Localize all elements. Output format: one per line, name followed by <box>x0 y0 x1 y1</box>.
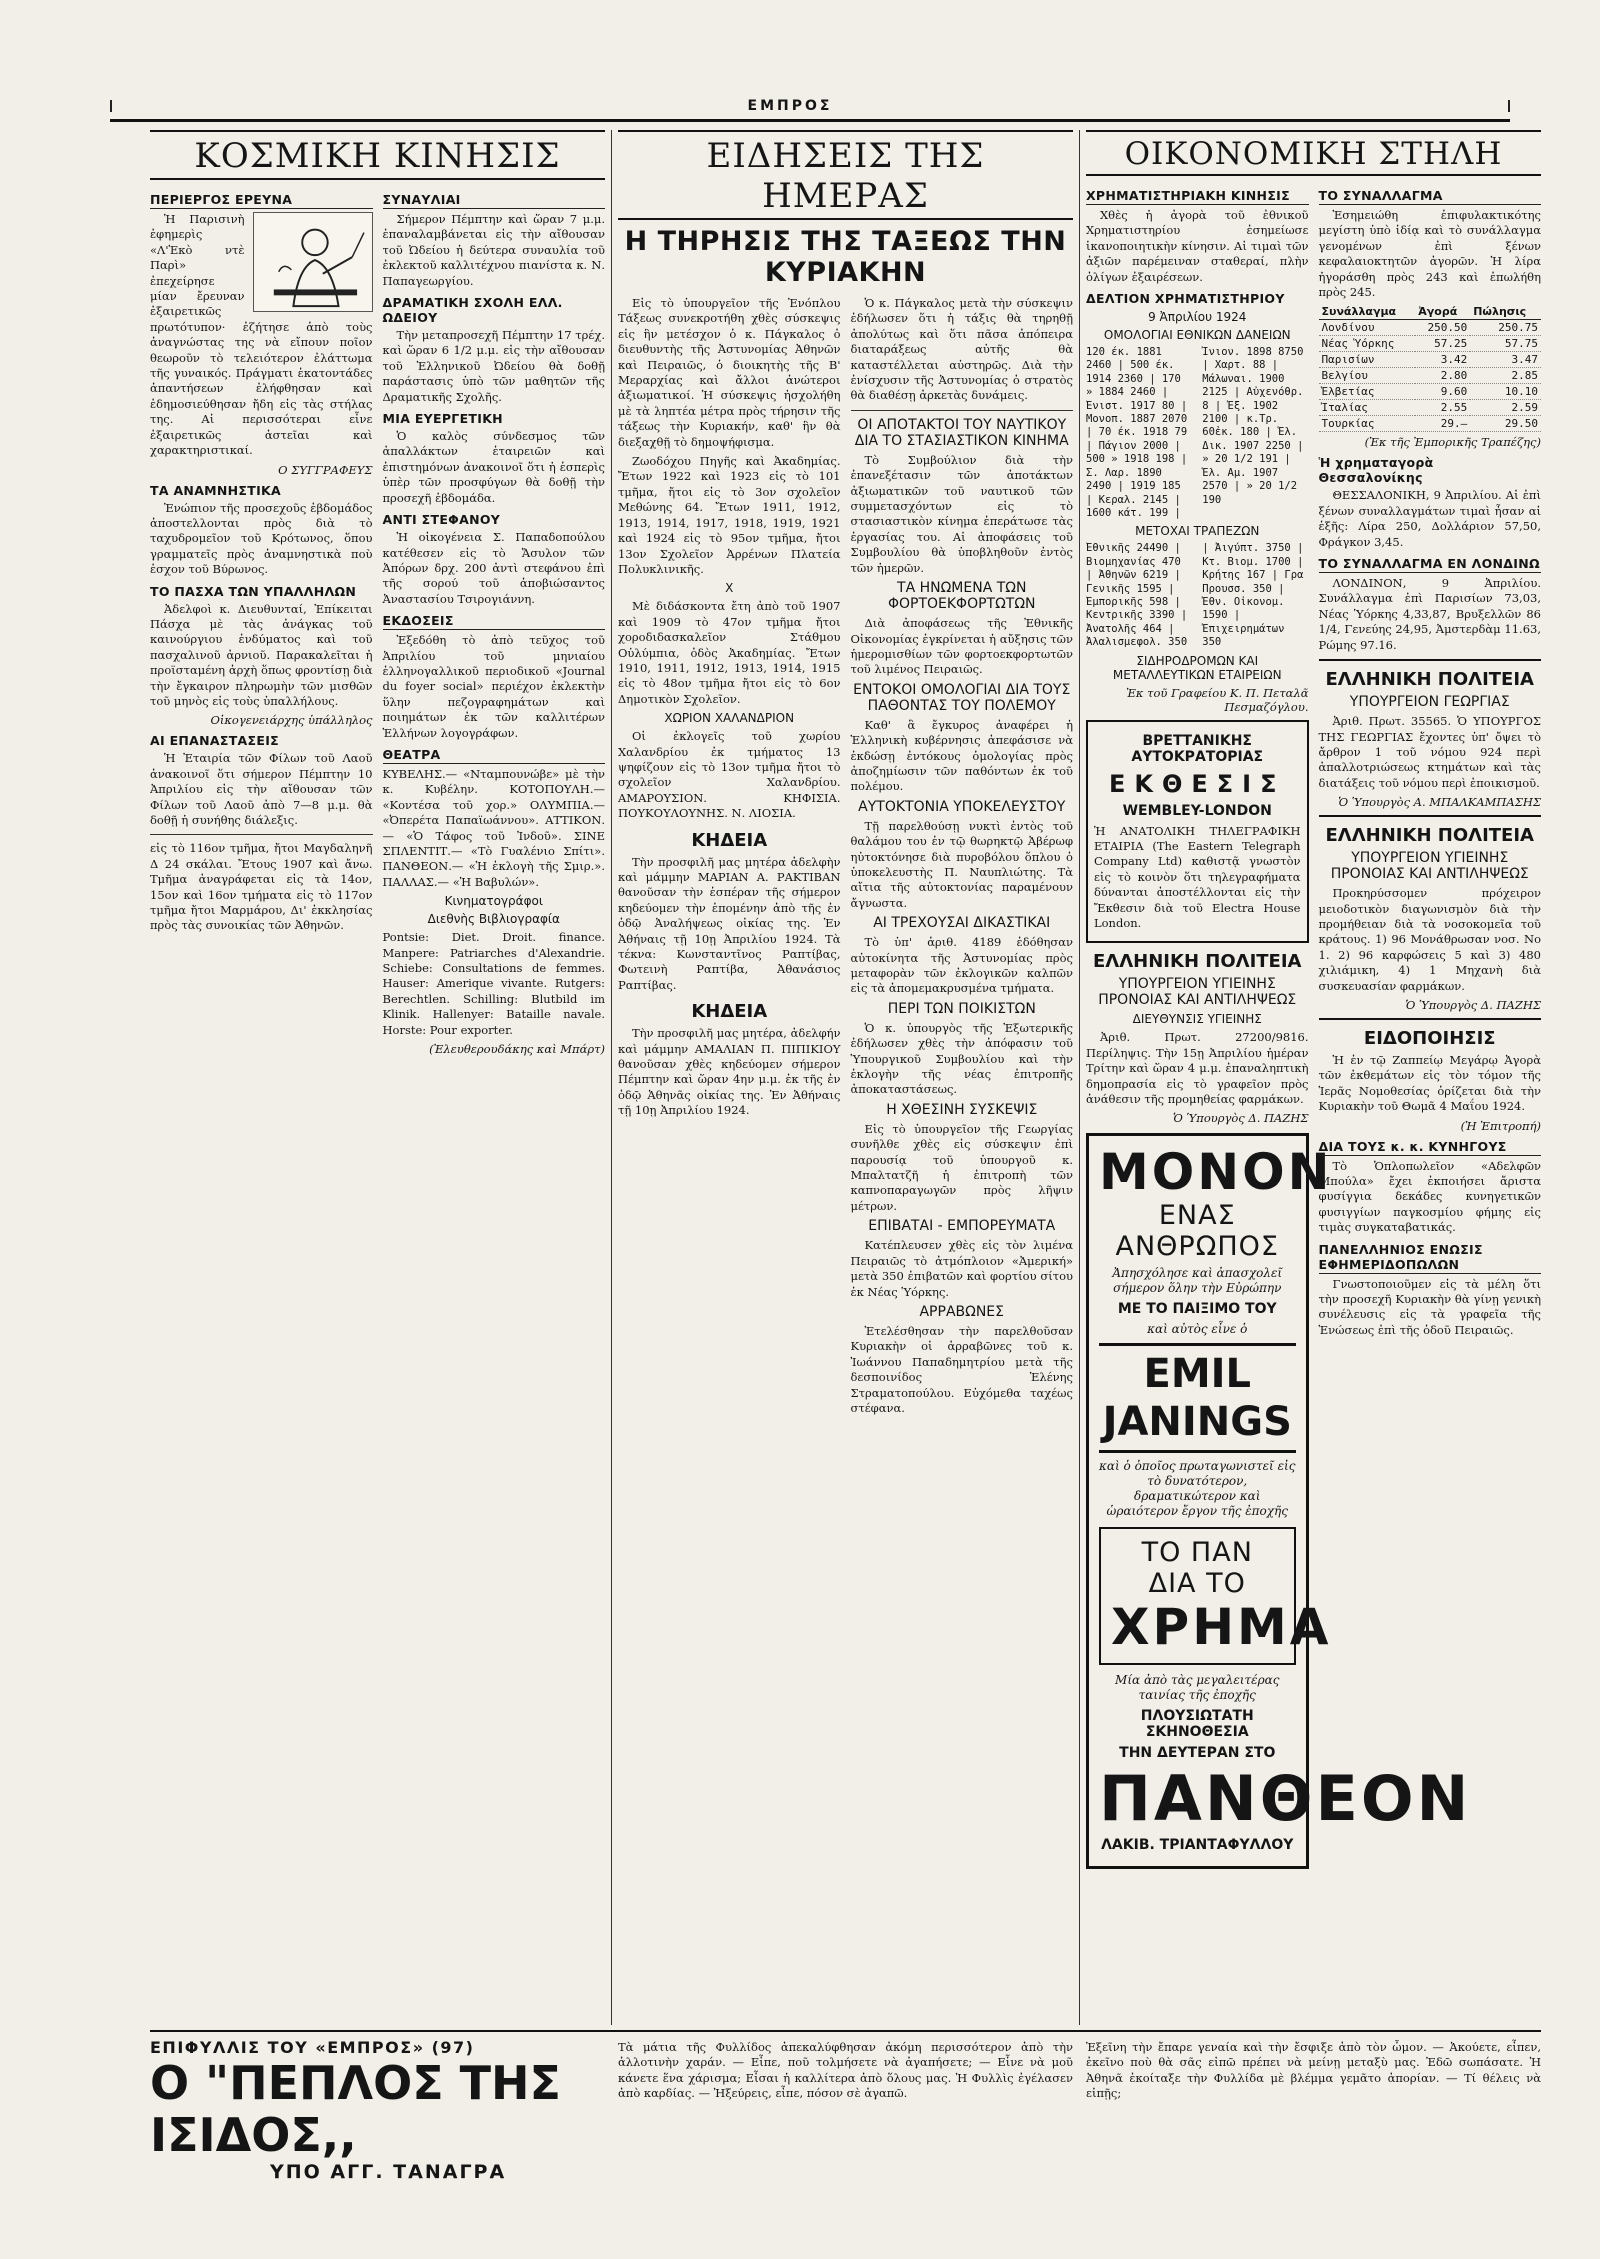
exchange-heading: ΧΡΗΜΑΤΙΣΤΗΡΙΑΚΗ ΚΙΝΗΣΙΣ <box>1086 188 1309 205</box>
agri-notice-sign: Ὁ Ὑπουργὸς Α. ΜΠΑΛΚΑΜΠΑΣΗΣ <box>1338 795 1541 810</box>
serial-story <box>150 2030 1541 2235</box>
marriages-text: Ἐνώπιον τῆς προσεχοῦς ἑβδομάδος ἀποστελλονται πρὸς διὰ τὸ ταχυδρομεῖον τοῦ Κρότωνος, ὅπου γραμματεῖς πρὸς ἀναμνηστικὰ ποὺ ἐσχον τοῦ Βύρωνος. <box>150 500 373 577</box>
table-cell: Παρισίων <box>1319 352 1416 368</box>
table-cell: 10.10 <box>1470 384 1541 400</box>
table-cell: Ἑλβετίας <box>1319 384 1416 400</box>
table-cell: 2.55 <box>1415 400 1470 416</box>
table-row <box>1319 400 1542 416</box>
health-tender-heading: ΕΛΛΗΝΙΚΗ ΠΟΛΙΤΕΙΑ <box>1325 825 1534 847</box>
table-row <box>1319 352 1542 368</box>
table-row <box>1319 416 1542 432</box>
cinema-ad-line9: ΤΗΝ ΔΕΥΤΕΡΑΝ ΣΤΟ <box>1119 1745 1276 1762</box>
table-cell: Ἰταλίας <box>1319 400 1416 416</box>
newspaper-name: ΕΜΠΡΟΣ <box>710 98 870 114</box>
column-divider <box>611 130 612 2025</box>
table-row <box>1319 336 1542 352</box>
section-title-social: ΚΟΣΜΙΚΗ ΚΙΝΗΣΙΣ <box>150 130 605 180</box>
ministry-headline: ΠΕΡΙ ΤΩΝ ΠΟΙΚΙΣΤΩΝ <box>887 1000 1036 1017</box>
cinema-ad-line4: ΜΕ ΤΟ ΠΑΙΞΙΜΟ ΤΟΥ <box>1117 1301 1277 1318</box>
war-bonds-text: Καθ' ἃ ἔγκυρος ἀναφέρει ἡ Ἑλληνικὴ κυβέρνησις ἀπεφάσισε νὰ ἐκδώσῃ ἐντόκους ὁμολογίας πρὸς ἀποζημίωσιν τῶν παθόντων ἐκ τοῦ πολέμου. <box>850 717 1073 794</box>
section-title-news: ΕΙΔΗΣΕΙΣ ΤΗΣ ΗΜΕΡΑΣ <box>618 130 1073 220</box>
table-cell: 3.42 <box>1415 352 1470 368</box>
masthead <box>110 100 1510 122</box>
writer-illustration <box>253 212 373 312</box>
news-subcolumn-right <box>851 296 1074 1420</box>
table-cell: 250.75 <box>1470 320 1541 336</box>
table-cell: 29.50 <box>1470 416 1541 432</box>
health-notice-sign: Ὁ Ὑπουργὸς Δ. ΠΑΖΗΣ <box>1172 1111 1309 1126</box>
exhibition-title: ΕΚΘΕΣΙΣ <box>1108 769 1286 798</box>
drama-school-text: Τὴν μεταπροσεχῆ Πέμπτην 17 τρέχ. καὶ ὥραν 6 1/2 μ.μ. εἰς τὴν αἴθουσαν τοῦ Ἑλληνικοῦ Ὠδείου θὰ δοθῇ παράστασις ὑπὸ τῶν μαθητῶν τῆς Δραματικῆς Σχολῆς. <box>382 328 605 404</box>
wreath-text: Ἡ οἰκογένεια Σ. Παπαδοπούλου κατέθεσεν εἰς τὸ Ἄσυλον τῶν Ἀπόρων δρχ. 200 ἀντὶ στεφάνου ἐπὶ τῆς σορού τοῦ ἀποβιώσαντος Ἀναστασίου Τσιρογιάννη. <box>382 530 605 606</box>
table-cell: 29.— <box>1415 416 1470 432</box>
lower-text: εἰς τὸ 116ον τμῆμα, ἤτοι Μαγδαληνῆ Δ 24 σκάλαι. Ἔτους 1907 καὶ ἄνω. Τμῆμα ἀναγράφεται εἰς τὰ 14ον, 15ον καὶ 16ον τμήματα εἰς τὸ 117ον τμῆμα ἤτοι Μαρμάρου, Δι' ἐκκλησίας πρὸς τὰς συνοικίας τῶν Ἀθηνῶν. <box>150 841 373 933</box>
cinema-ad-film2: ΔΙΑ ΤΟ <box>1148 1568 1246 1600</box>
publications-text: Ἐξεδόθη τὸ ἀπὸ τεῦχος τοῦ Ἀπριλίου τοῦ μηνιαίου ἑλληνογαλλικοῦ περιοδικοῦ «Journal du foyer social» περιέχον ἐκλεκτὴν ὕλην πεζογραφημάτων καὶ ποιημάτων ἐκ τῶν καλλιτέρων Ἑλλήνων λογογράφων. <box>382 633 605 740</box>
cinema-ad-line7: Μία ἀπὸ τὰς μεγαλειτέρας ταινίας τῆς ἐποχῆς <box>1115 1673 1280 1703</box>
agri-notice-text: Ἀριθ. Πρωτ. 35565. Ὁ ΥΠΟΥΡΓΟΣ ΤΗΣ ΓΕΩΡΓΙΑΣ ἔχοντες ὑπ' ὄψει τὸ ἄρθρον 1 τοῦ νόμου 924 περὶ ἀπαλλοτριώσεως κτημάτων καὶ τὰς διατάξεις τοῦ νόμου περὶ ἐποικισμοῦ. <box>1318 714 1541 790</box>
exhibition-place: WEMBLEY-LONDON <box>1122 802 1272 819</box>
cinema-ad-line6: καὶ ὁ ὁποῖος πρωταγωνιστεῖ εἰς τὸ δυνατότερον, δραματικώτερον καὶ ὡραιότερον ἔργον τῆς ἐποχῆς <box>1099 1459 1296 1519</box>
war-bonds-headline: ΕΝΤΟΚΟΙ ΟΜΟΛΟΓΙΑΙ ΔΙΑ ΤΟΥΣ ΠΑΘΟΝΤΑΣ ΤΟΥ ΠΟΛΕΜΟΥ <box>853 681 1071 714</box>
engagements-headline: ΑΡΡΑΒΩΝΕΣ <box>919 1303 1004 1320</box>
social-subcolumns <box>150 186 605 1062</box>
divider <box>150 834 373 835</box>
concerts-text: Σήμερον Πέμπτην καὶ ὥραν 7 μ.μ. ἐπαναλαμβάνεται εἰς τὴν αἴθουσαν τοῦ Ὠδείου ἡ δεύτερα συναυλία τοῦ ἐκλεκτοῦ καλλιτέχνου πιανίστα κ. Ν. Παπαγεωργίου. <box>382 212 605 288</box>
diary-heading: ΑΙ ΕΠΑΝΑΣΤΑΣΕΙΣ <box>150 733 279 749</box>
schools-text: Ζωοδόχου Πηγῆς καὶ Ἀκαδημίας. Ἔτων 1922 καὶ 1923 εἰς τὸ 101 τμῆμα, ἤτοι εἰς τὸ 3ον σχολεῖον Μεθώνης 64. Ἔτων 1911, 1912, 1913, 1914, 1917, 1918, 1919, 1921 καὶ 1924 εἰς τὸ 95ον τμῆμα, ἤτοι 13ον Σχολεῖον Ἀρρένων Πλατεία Πολυκλινικῆς. <box>618 454 841 576</box>
rates-heading: ΤΟ ΣΥΝΑΛΛΑΓΜΑ <box>1319 188 1542 205</box>
serial-title: Ο "ΠΕΠΛΟΣ ΤΗΣ ΙΣΙΔΟΣ,, <box>150 2056 561 2162</box>
press-union-heading: ΠΑΝΕΛΛΗΝΙΟΣ ΕΝΩΣΙΣ ΕΦΗΜΕΡΙΔΟΠΩΛΩΝ <box>1319 1242 1542 1274</box>
serial-author: ΥΠΟ ΑΓΓ. ΤΑΝΑΓΡΑ <box>270 2161 507 2183</box>
villages-heading: ΧΩΡΙΟΝ ΧΑΛΑΝΔΡΙΟΝ <box>664 711 795 726</box>
divider <box>1319 1018 1542 1020</box>
table-cell: Λονδίνου <box>1319 320 1416 336</box>
conference-headline: Η ΧΘΕΣΙΝΗ ΣΥΣΚΕΨΙΣ <box>886 1101 1038 1118</box>
column-social <box>150 130 605 2025</box>
economy-subcolumn-right <box>1319 182 1542 1877</box>
masthead-left-mark <box>110 100 122 112</box>
table-row <box>1319 384 1542 400</box>
lead-text-continued: Ὁ κ. Πάγκαλος μετὰ τὴν σύσκεψιν ἐδήλωσεν ὅτι ἡ τάξις θὰ τηρηθῇ ἀπολύτως καὶ ὅτι πᾶσα ἀπόπειρα διαταράξεως αὐτῆς θὰ καταστέλλεται αὐστηρῶς. Διὰ τὴν ἐνίσχυσιν τῆς Ἀστυνομίας ὁ στρατὸς θὰ διαθέσῃ ἀρκετὰς δυνάμεις. <box>850 296 1073 403</box>
banks-subheading: ΜΕΤΟΧΑΙ ΤΡΑΠΕΖΩΝ <box>1135 524 1260 539</box>
agri-notice-ministry: ΥΠΟΥΡΓΕΙΟΝ ΓΕΩΡΓΙΑΣ <box>1349 694 1510 711</box>
health-notice-text: Ἀριθ. Πρωτ. 27200/9816. Περίληψις. Τὴν 15ῃ Ἀπριλίου ἡμέραν Τρίτην καὶ ὥραν 4 μ.μ. ἐπαναληπτικὴ δημοπρασία εἰς τὸ γραφεῖον πρὸς ἀνάθεσιν τῆς προμηθείας φαρμάκων. <box>1086 1030 1309 1107</box>
marriages-heading: ΤΑ ΑΝΑΜΝΗΣΤΙΚΑ <box>150 482 282 498</box>
serial-header <box>150 2038 605 2183</box>
table-cell: 250.50 <box>1415 320 1470 336</box>
cinema-ad-line8: ΠΛΟΥΣΙΩΤΑΤΗ ΣΚΗΝΟΘΕΣΙΑ <box>1140 1708 1254 1741</box>
easter-text: Ἀδελφοὶ κ. Διευθυνταί, Ἐπίκειται Πάσχα μὲ τὰς ἀνάγκας τοῦ καινούργιου ἐνδύματος καὶ τοῦ πασχαλινοῦ ἀρνιοῦ. Παρακαλεῖται ἡ προϊσταμένη ἀρχὴ ὅπως φροντίσῃ διὰ τὴν ἔγκαιρον πληρωμὴν τῶν μισθῶν τοῦ μηνὸς εἰς τοὺς ὑπαλλήλους. <box>150 601 373 708</box>
table-header-row <box>1319 304 1542 320</box>
feature-heading: ΠΕΡΙΕΡΓΟΣ ΕΡΕΥΝΑ <box>150 192 373 209</box>
agri-notice-heading: ΕΛΛΗΝΙΚΗ ΠΟΛΙΤΕΙΑ <box>1325 669 1534 691</box>
table-cell: 2.80 <box>1415 368 1470 384</box>
exhibition-ad <box>1086 720 1309 944</box>
thessaloniki-text: ΘΕΣΣΑΛΟΝΙΚΗ, 9 Ἀπριλίου. Αἱ ἐπὶ ξένων συναλλαγμάτων τιμαὶ ἦσαν αἱ ἑξῆς: Λίρα 250, Δολλάριον 57,50, Φράγκον 3,45. <box>1318 488 1541 549</box>
thessaloniki-heading: Ἡ χρηματαγορὰ Θεσσαλονίκης <box>1318 455 1434 486</box>
cinema-ad-film1: ΤΟ ΠΑΝ <box>1141 1537 1253 1569</box>
divider <box>1319 815 1542 817</box>
cinemas-heading: Κινηματογράφοι <box>444 894 543 909</box>
table-cell: Τουρκίας <box>1319 416 1416 432</box>
bonds-subheading: ΟΜΟΛΟΓΙΑΙ ΕΘΝΙΚΩΝ ΔΑΝΕΙΩΝ <box>1103 328 1291 343</box>
freight-text: Διὰ ἀποφάσεως τῆς Ἐθνικῆς Οἰκονομίας ἐγκρίνεται ἡ αὔξησις τῶν ἡμερομισθίων τῶν φορτοεκφορτωτῶν τοῦ λιμένος Πειραιῶς. <box>850 616 1073 677</box>
serial-strap: ΕΠΙΦΥΛΛΙΣ ΤΟΥ «ΕΜΠΡΟΣ» (97) <box>150 2038 475 2057</box>
exchange-rates-table <box>1319 304 1542 432</box>
divider <box>851 410 1074 411</box>
table-header: Συνάλλαγμα <box>1319 304 1416 320</box>
table-row <box>1319 368 1542 384</box>
table-cell: 3.47 <box>1470 352 1541 368</box>
freight-headline: ΤΑ ΗΝΩΜΕΝΑ ΤΩΝ ΦΟΡΤΟΕΚΦΟΡΤΩΤΩΝ <box>887 580 1036 613</box>
charity-heading: ΜΙΑ ΕΥΕΡΓΕΤΙΚΗ <box>382 411 503 427</box>
cinema-ad-star: EMIL JANINGS <box>1099 1343 1296 1453</box>
cinema-ad-film3: ΧΡΗΜΑ <box>1111 1598 1332 1657</box>
easter-sign: Οἰκογενειάρχης ὑπάλληλος <box>210 713 373 728</box>
table-cell: Νέας Ὑόρκης <box>1319 336 1416 352</box>
charity-text: Ὁ καλὸς σύνδεσμος τῶν ἀπαλλάκτων ἑταιρειῶν καὶ ἐπιστημόνων ἀνακοινοῖ ὅτι ἡ ἑσπερὶς ὑπὲρ τῶν προσφύγων θὰ δοθῇ τὴν προσεχῆ ἑβδομάδα. <box>382 429 605 505</box>
social-subcolumn-left <box>150 186 373 1062</box>
health-notice-heading: ΕΛΛΗΝΙΚΗ ΠΟΛΙΤΕΙΑ <box>1093 951 1302 973</box>
health-tender-sign: Ὁ Ὑπουργὸς Δ. ΠΑΖΗΣ <box>1405 997 1541 1012</box>
table-cell: 2.85 <box>1470 368 1541 384</box>
theatres-text: ΚΥΒΕΛΗΣ.— «Νταμπουνώβε» μὲ τὴν κ. Κυβέλην. ΚΟΤΟΠΟΥΛΗ.— «Κοντέσα τοῦ χορ.» ΟΛΥΜΠΙΑ.— «Ὀπερέτα Παπαϊωάννου». ΑΤΤΙΚΟΝ.— «Ὁ Τάφος τοῦ Ἰνδοῦ». ΣΙΝΕ ΣΠΛΕΝΤΙΤ.— «Τὸ Γυαλένιο Σπίτι». ΠΑΝΘΕΟΝ.— «Ἡ ἐκλογὴ τῆς Σμιρ.». ΠΑΛΛΑΣ.— «Ἡ Βαβυλών». <box>382 766 605 889</box>
table-header: Ἀγορά <box>1415 304 1470 320</box>
bibliography-text: Pontsie: Diet. Droit. finance. Manpere: Patriarches d'Alexandrie. Schiebe: Consultations de femmes. Hauser: Amerique vivante. Rutgers: Berechtlen. Schilling: Blutbild im Klinik. Hallenyer: Bataille navale. Horste: Pour exporter. <box>382 930 605 1037</box>
cinema-ad-address: ΛΑΚΙΒ. ΤΡΙΑΝΤΑΦΥΛΛΟΥ <box>1101 1837 1294 1854</box>
ministry-text: Ὁ κ. ὑπουργὸς τῆς Ἐξωτερικῆς ἐδήλωσεν χθὲς τὴν ἀπόφασιν τοῦ Ὑπουργικοῦ Συμβουλίου καὶ τὴν ἐκλογὴν τῆς νέας ἐπιτροπῆς ἀποκαταστάσεως. <box>850 1020 1073 1097</box>
court-headline: ΑΙ ΤΡΕΧΟΥΣΑΙ ΔΙΚΑΣΤΙΚΑΙ <box>873 915 1051 932</box>
funeral-heading-2: ΚΗΔΕΙΑ <box>691 1001 768 1023</box>
wreath-heading: ΑΝΤΙ ΣΤΕΦΑΝΟΥ <box>382 512 501 528</box>
masthead-right-mark <box>1498 100 1510 112</box>
bibliography-heading: Διεθνὴς Βιβλιογραφία <box>427 912 560 927</box>
divider <box>1319 659 1542 661</box>
exhibition-text: Ἡ ΑΝΑΤΟΛΙΚΗ ΤΗΛΕΓΡΑΦΙΚΗ ΕΤΑΙΡΙΑ (The Eastern Telegraph Company Ltd) καθιστᾷ γνωστὸν εἰς τὸ κοινὸν ὅτι τηλεγραφήματα δύνανται ἀποστέλλονται εἰς τὴν Ἔκθεσιν διὰ τοῦ Electra House London. <box>1094 823 1301 930</box>
cinema-ad-line1: ΜΟΝΟΝ <box>1099 1143 1333 1202</box>
table-cell: Βελγίου <box>1319 368 1416 384</box>
hunters-text: Τὸ Ὁπλοπωλεῖον «Αδελφῶν Μπούλα» ἔχει ἐκποιήσει ἄριστα φυσίγγια δεκάδες κυνηγετικῶν φυσιγγίων παγκοσμίου φήμης εἰς τιμὰς συγκαταβατικάς. <box>1318 1158 1541 1235</box>
cinema-ad-line5: καὶ αὐτὸς εἶνε ὁ <box>1147 1322 1248 1337</box>
cinema-ad-film-box <box>1099 1527 1332 1665</box>
serial-text-part2: Ἐξεῖνη τὴν ἔπαρε γεναία καὶ τὴν ἔσφιξε ἀπὸ τὸν ὦμον. — Ἀκούετε, εἶπεν, ἐκεῖνο ποὺ θὰ σᾶς εἰπῶ πρέπει νὰ μείνῃ μεταξὺ μας. Ἐδῶ σωπάσατε. Ἡ Ἀθηνᾶ ἐκοίταξε τὴν Φυλλίδα μὲ βλέμμα γεμᾶτο ἀπορίαν. — Τί θέλεις νὰ εἰπῇς; <box>1086 2040 1541 2101</box>
health-notice-dept: ΔΙΕΥΘΥΝΣΙΣ ΥΓΙΕΙΝΗΣ <box>1132 1012 1262 1027</box>
villages-text: Οἱ ἐκλογεῖς τοῦ χωρίου Χαλανδρίου ἐκ τμήματος 13 ψηφίζουν εἰς τὸ 13ον τμῆμα ἤτοι τὸ σχολεῖον Χαλανδρίου. ΑΜΑΡΟΥΣΙΟΝ. ΚΗΦΙΣΙΑ. ΠΟΥΚΟΥΛΟΥΝΗΣ. Ν. ΛΙΟΣΙΑ. <box>618 729 841 821</box>
x-heading: X <box>725 581 734 596</box>
table-cell: 57.25 <box>1415 336 1470 352</box>
cinema-ad-line2: ΕΝΑΣ ΑΝΘΡΩΠΟΣ <box>1115 1200 1279 1263</box>
cinema-ad-line3: Ἀπησχόλησε καὶ ἀπασχολεῖ σήμερον ὅλην τὴν Εὐρώπην <box>1112 1266 1283 1296</box>
health-notice-ministry: ΥΠΟΥΡΓΕΙΟΝ ΥΓΙΕΙΝΗΣ ΠΡΟΝΟΙΑΣ ΚΑΙ ΑΝΤΙΛΗΨΕΩΣ <box>1098 976 1297 1009</box>
funeral-text: Τὴν προσφιλῆ μας μητέρα ἀδελφὴν καὶ μάμμην ΜΑΡΙΑΝ Α. ΡΑΚΤΙΒΑΝ θανοῦσαν τὴν ἑσπέραν τῆς σήμερον κηδεύομεν τὴν ἑπομένην ἀπὸ τῆς ἐν ὁδῷ Ἀναλήψεως οἰκίας της. Ἐν Ἀθήναις τῇ 10ῃ Ἀπριλίου 1924. Τὰ τέκνα: Κωνσταντῖνος Ραπτίβας, Φωτεινὴ Ραπτίβα, Ἀθανάσιος Ραπτίβας. <box>618 854 841 992</box>
london-text: ΛΟΝΔΙΝΟΝ, 9 Ἀπριλίου. Συνάλλαγμα ἐπὶ Παρισίων 73,03, Νέας Ὑόρκης 4,33,87, Βρυξελλῶν 86 1/4, Γενεύης 24,95, Ἀμστερδὰμ 11.63, Ρώμης 97.16. <box>1318 576 1541 652</box>
shipping-headline: ΕΠΙΒΑΤΑΙ - ΕΜΠΟΡΕΥΜΑΤΑ <box>868 1218 1056 1235</box>
health-tender-text: Προκηρύσσομεν πρόχειρον μειοδοτικὸν διαγωνισμὸν διὰ τὴν προμήθειαν διὰ τὰ νοσοκομεῖα τοῦ κράτους. 1) 96 Μονάθρωσαν νοσ. Νο 1. 2) 96 καρφώσεις 5 καὶ 3) 480 χιλιάμικη, 4) 1 Μηχανὴ διὰ συσκευασίαν φαρμάκων. <box>1318 886 1541 993</box>
news-subcolumn-left <box>618 296 841 1420</box>
bulletin-date: 9 Ἀπριλίου 1924 <box>1148 310 1247 325</box>
exhibition-strap: ΒΡΕΤΤΑΝΙΚΗΣ ΑΥΤΟΚΡΑΤΟΡΙΑΣ <box>1131 732 1264 765</box>
section-title-economy: ΟΙΚΟΝΟΜΙΚΗ ΣΤΗΛΗ <box>1086 130 1541 176</box>
funeral-text-2: Τὴν προσφιλῆ μας μητέρα, ἀδελφήν καὶ μάμμην ΑΜΑΛΙΑΝ Π. ΠΙΠΙΚΙΟΥ θανοῦσαν χθὲς κηδεύομεν σήμερον Πέμπτην καὶ ὥραν 4ην μ.μ. ἐκ τῆς ἐν ὁδῷ Ἀθηνᾶς οἰκίας της. Ἐν Ἀθήναις τῇ 10ῃ Ἀπριλίου 1924. <box>618 1026 841 1118</box>
press-union-text: Γνωστοποιοῦμεν εἰς τὰ μέλη ὅτι τὴν προσεχῆ Κυριακὴν θὰ γίνῃ γενικὴ συνέλευσις εἰς τὰ γραφεῖα τῆς Ἑνώσεως ἐπὶ τῆς ὁδοῦ Πειραιῶς. <box>1318 1276 1541 1337</box>
diary-text: Ἡ Ἐταιρία τῶν Φίλων τοῦ Λαοῦ ἀνακοινοῖ ὅτι σήμερον Πέμπτην 10 Ἀπριλίου εἰς τὴν αἴθουσαν τῶν Φίλων τοῦ Λαοῦ ἀπὸ 7—8 μ.μ. θὰ δοθῇ ἡ συνήθης διάλεξις. <box>150 751 373 827</box>
economy-subcolumns <box>1086 182 1541 1877</box>
london-heading: ΤΟ ΣΥΝΑΛΛΑΓΜΑ ΕΝ ΛΟΝΔΙΝΩ <box>1318 556 1540 572</box>
rail-mining-subheading: ΣΙΔΗΡΟΔΡΟΜΩΝ ΚΑΙ ΜΕΤΑΛΛΕΥΤΙΚΩΝ ΕΤΑΙΡΕΙΩΝ <box>1112 653 1282 682</box>
rates-text: Ἐσημειώθη ἐπιφυλακτικότης μεγίστη ὑπὸ ἰδίᾳ καὶ τὸ συνάλλαγμα γενομένων ἐπὶ ξένων κεφαλαιοκτητῶν ἀγορῶν. Ἡ λίρα ἠγοράσθη πρὸς 243 καὶ ἐπωλήθη πρὸς 245. <box>1318 208 1541 300</box>
hunters-heading: ΔΙΑ ΤΟΥΣ κ. κ. ΚΥΝΗΓΟΥΣ <box>1319 1139 1542 1156</box>
suicide-headline: ΑΥΤΟΚΤΟΝΙΑ ΥΠΟΚΕΛΕΥΣΤΟΥ <box>858 798 1066 815</box>
table-row <box>1319 320 1542 336</box>
exchange-text: Χθὲς ἡ ἀγορὰ τοῦ ἐθνικοῦ Χρηματιστηρίου ἐσημείωσε ἱκανοποιητικὴν κίνησιν. Αἱ τιμαὶ τῶν ἀξιῶν παρέμειναν σταθεραί, πλὴν ὀλίγων ἐξαιρέσεων. <box>1086 208 1309 284</box>
cinema-ad-theatre: ΠΑΝΘΕΟΝ <box>1099 1762 1472 1836</box>
bulletin-heading: ΔΕΛΤΙΟΝ ΧΡΗΜΑΤΙΣΤΗΡΙΟΥ <box>1086 291 1285 307</box>
serial-text-part1: Τὰ μάτια τῆς Φυλλίδος ἀπεκαλύφθησαν ἀκόμη περισσότερον ἀπὸ τὴν ἀλλοτινὴν χαράν. — Εἶπε, ποῦ τολμήσετε νὰ ἀγαπήσετε; — Εἶνε νὰ μοῦ κάνετε ἕνα χάρισμα; Εἶσαι ἡ καλλίτερα ἀπὸ ὅλους μας. Ἡ Φυλλὶς ἐγέλασεν ἀπὸ καρδίας. — Ἠξεύρεις, εἶπε, πόσον σὲ ἀγαπῶ. <box>618 2040 1073 2101</box>
concerts-heading: ΣΥΝΑΥΛΙΑΙ <box>383 192 606 209</box>
notice-text: Ἡ ἐν τῷ Ζαππείῳ Μεγάρῳ Ἀγορὰ τῶν ἐκθεμάτων εἰς τὸν τόμον τῆς Ἱερᾶς Νομοθεσίας ὁρίζεται διὰ τὴν Κυριακὴν τοῦ Θωμᾶ 4 Μαΐου 1924. <box>1318 1052 1541 1114</box>
stock-source: Ἐκ τοῦ Γραφείου Κ. Π. Πεταλᾶ Πεσμαζόγλου. <box>1126 685 1309 714</box>
theatres-heading: ΘΕΑΤΡΑ <box>383 747 606 764</box>
feature-sign: Ο ΣΥΓΓΡΑΦΕΥΣ <box>278 462 373 477</box>
sailors-text: Τὸ Συμβούλιον διὰ τὴν ἐπανεξέτασιν τῶν ἀποτάκτων ἀξιωματικῶν τοῦ ναυτικοῦ τῶν συμμετασχόντων εἰς τὸ στασιαστικὸν κίνημα ἐπεράτωσε τὰς ἐργασίας του. Αἱ ἀποφάσεις τοῦ Συμβουλίου θὰ ὑποβληθοῦν ἐντὸς τῶν ἡμερῶν. <box>850 452 1073 575</box>
suicide-text: Τῇ παρελθούσῃ νυκτὶ ἐντὸς τοῦ θαλάμου του ἐν τῷ θωρηκτῷ Ἀβέρωφ ηὐτοκτόνησε διὰ πυροβόλου ὅπλου ὁ ὑποκελευστὴς Π. Ναυπλιώτης. Τὰ αἴτια τῆς αὐτοκτονίας παραμένουν ἄγνωστα. <box>850 818 1073 910</box>
lead-headline: Η ΤΗΡΗΣΙΣ ΤΗΣ ΤΑΞΕΩΣ ΤΗΝ ΚΥΡΙΑΚΗΝ <box>624 226 1067 288</box>
sailors-headline: ΟΙ ΑΠΟΤΑΚΤΟΙ ΤΟΥ ΝΑΥΤΙΚΟΥ ΔΙΑ ΤΟ ΣΤΑΣΙΑΣΤΙΚΟΝ ΚΙΝΗΜΑ <box>854 416 1069 449</box>
easter-heading: ΤΟ ΠΑΣΧΑ ΤΩΝ ΥΠΑΛΛΗΛΩΝ <box>150 583 357 599</box>
publications-heading: ΕΚΔΟΣΕΙΣ <box>383 613 606 630</box>
table-header: Πώλησις <box>1470 304 1541 320</box>
lead-text: Εἰς τὸ ὑπουργεῖον τῆς Ἐνόπλου Τάξεως συνεκροτήθη χθὲς σύσκεψις εἰς ἣν μετέσχον ὁ κ. Πάγκαλος ὁ διευθυντὴς τῆς Ἀστυνομίας Ἀθηνῶν καὶ Πειραιῶς, ὁ διοικητὴς τῆς Β' Μεραρχίας καὶ ἄλλοι ἀνώτεροι ἀξιωματικοί. Ἡ σύσκεψις ἠσχολήθη μὲ τὰ ληπτέα μέτρα πρὸς τήρησιν τῆς τάξεως τὴν Κυριακήν, καθ' ἣν θὰ διεξαχθῇ τὸ δημοψήφισμα. <box>618 296 841 449</box>
bibliography-source: (Ἐλευθερουδάκης καὶ Μπάρτ) <box>429 1042 605 1057</box>
shipping-text: Κατέπλευσεν χθὲς εἰς τὸν λιμένα Πειραιῶς τὸ ἀτμόπλοιον «Ἀμερική» μετὰ 350 ἐπιβατῶν καὶ φορτίου σίτου ἐκ Νέας Ὑόρκης. <box>850 1238 1073 1299</box>
column-divider <box>1079 130 1080 2025</box>
drama-school-heading: ΔΡΑΜΑΤΙΚΗ ΣΧΟΛΗ ΕΛΛ. ΩΔΕΙΟΥ <box>382 295 563 326</box>
table-cell: 2.59 <box>1470 400 1541 416</box>
column-economy <box>1086 130 1541 2025</box>
x-text: Μὲ διδάσκοντα ἔτη ἀπὸ τοῦ 1907 καὶ 1909 τὸ 47ον τμῆμα ἤτοι χοροδιδασκαλεῖον Στάθμου Οὐλύμπια, ὁδὸς Ἀκαδημίας. Ἔτων 1910, 1911, 1912, 1913, 1914, 1915 εἰς τὸ 48ον τμῆμα ἤτοι εἰς τὸ 6ον Δημοτικὸν Σχολεῖον. <box>618 599 841 706</box>
engagements-text: Ἐτελέσθησαν τὴν παρελθοῦσαν Κυριακὴν οἱ ἀρραβῶνες τοῦ κ. Ἰωάννου Παπαδημητρίου μετὰ τῆς δεσποινίδος Ἑλένης Στραματοπούλου. Εὐχόμεθα ταχέως στέφανα. <box>850 1323 1073 1415</box>
bank-shares-list: Ἐθνικῆς 24490 | Βιομηχανίας 470 | Ἀθηνῶν 6219 | Γενικῆς 1595 | Ἐμπορικῆς 598 | Κεντρικῆς 3390 | Ἀνατολῆς 464 | Ἀλαλισμεφολ. 350 | Ἀιγύπτ. 3750 | Κτ. Βιομ. 1700 | Κρήτης 167 | Γρα Προυσσ. 350 | Ἐθν. Οἰκονομ. 1590 | Ἐπιχειρημάτων 350 <box>1086 542 1304 649</box>
bonds-list: 120 έκ. 1881 2460 | 500 έκ. 1914 2360 | 170 » 1884 2460 | Ἐνιστ. 1917 80 | Μονοπ. 1887 2070 | 70 έκ. 1918 79 | Πάγιον 2000 | 500 » 1918 198 | Σ. Λαρ. 1890 2490 | 1919 185 | Κεραλ. 2145 | 1600 κάτ. 199 | Ἰνιον. 1898 8750 | Χαρτ. 88 | Μάλωναι. 1900 2125 | Αὐχενόθρ. 8 | Ἐξ. 1902 2100 | κ.Τρ. 60ἐκ. 180 | Ἑλ. Δικ. 1907 2250 | » 20 1/2 191 | Ἑλ. Αμ. 1907 2570 | » 20 1/2 190 <box>1086 346 1304 519</box>
column-news <box>618 130 1073 2025</box>
table-cell: 9.60 <box>1415 384 1470 400</box>
court-text: Τὸ ὑπ' ἀριθ. 4189 ἐδόθησαν αὐτοκίνητα τῆς Ἀστυνομίας πρὸς μεταφορὰν τῶν ἐκλογικῶν καλπῶν εἰς τὰ ἀπομεμακρυσμένα τμήματα. <box>850 935 1073 996</box>
conference-text: Εἰς τὸ ὑπουργεῖον τῆς Γεωργίας συνῆλθε χθὲς εἰς σύσκεψιν ἐπὶ παρουσίᾳ τοῦ ὑπουργοῦ κ. Μπαλτατζῆ ἡ ἐπιτροπὴ τῶν καπνοπαραγωγῶν πρὸς λῆψιν μέτρων. <box>850 1121 1073 1213</box>
rates-source: (Ἐκ τῆς Ἐμπορικῆς Τραπέζης) <box>1364 435 1541 450</box>
news-subcolumns <box>618 296 1073 1420</box>
notice-heading: ΕΙΔΟΠΟΙΗΣΙΣ <box>1363 1027 1496 1049</box>
table-cell: 57.75 <box>1470 336 1541 352</box>
social-subcolumn-right <box>383 186 606 1062</box>
funeral-heading: ΚΗΔΕΙΑ <box>691 829 768 851</box>
health-tender-ministry: ΥΠΟΥΡΓΕΙΟΝ ΥΓΙΕΙΝΗΣ ΠΡΟΝΟΙΑΣ ΚΑΙ ΑΝΤΙΛΗΨΕΩΣ <box>1330 850 1529 883</box>
feature-text: Ἡ Παρισινὴ ἐφημερὶς «Λ'Ἐκὸ ντὲ Παρὶ» ἐπεχείρησε μίαν ἔρευναν ἐξαιρετικῶς πρωτότυπον· ἐζήτησε ἀπὸ τοὺς ἀναγνώστας της νὰ εἴπουν ποῖον θεωροῦν τὸ τελειότερον ἐλάττωμα τῆς γυναικός. Πράγματι ἑκατοντάδες ἀπαντήσεων ἐλήφθησαν καὶ ἐδημοσιεύθησαν ἤδη εἰς τὰς στήλας της. Αἱ περισσότεραι εἶνε ἐξαιρετικῶς ἀστεῖαι καὶ χαρακτηριστικαί. <box>150 212 373 458</box>
notice-sign: (Ἡ Ἐπιτροπή) <box>1460 1118 1541 1133</box>
